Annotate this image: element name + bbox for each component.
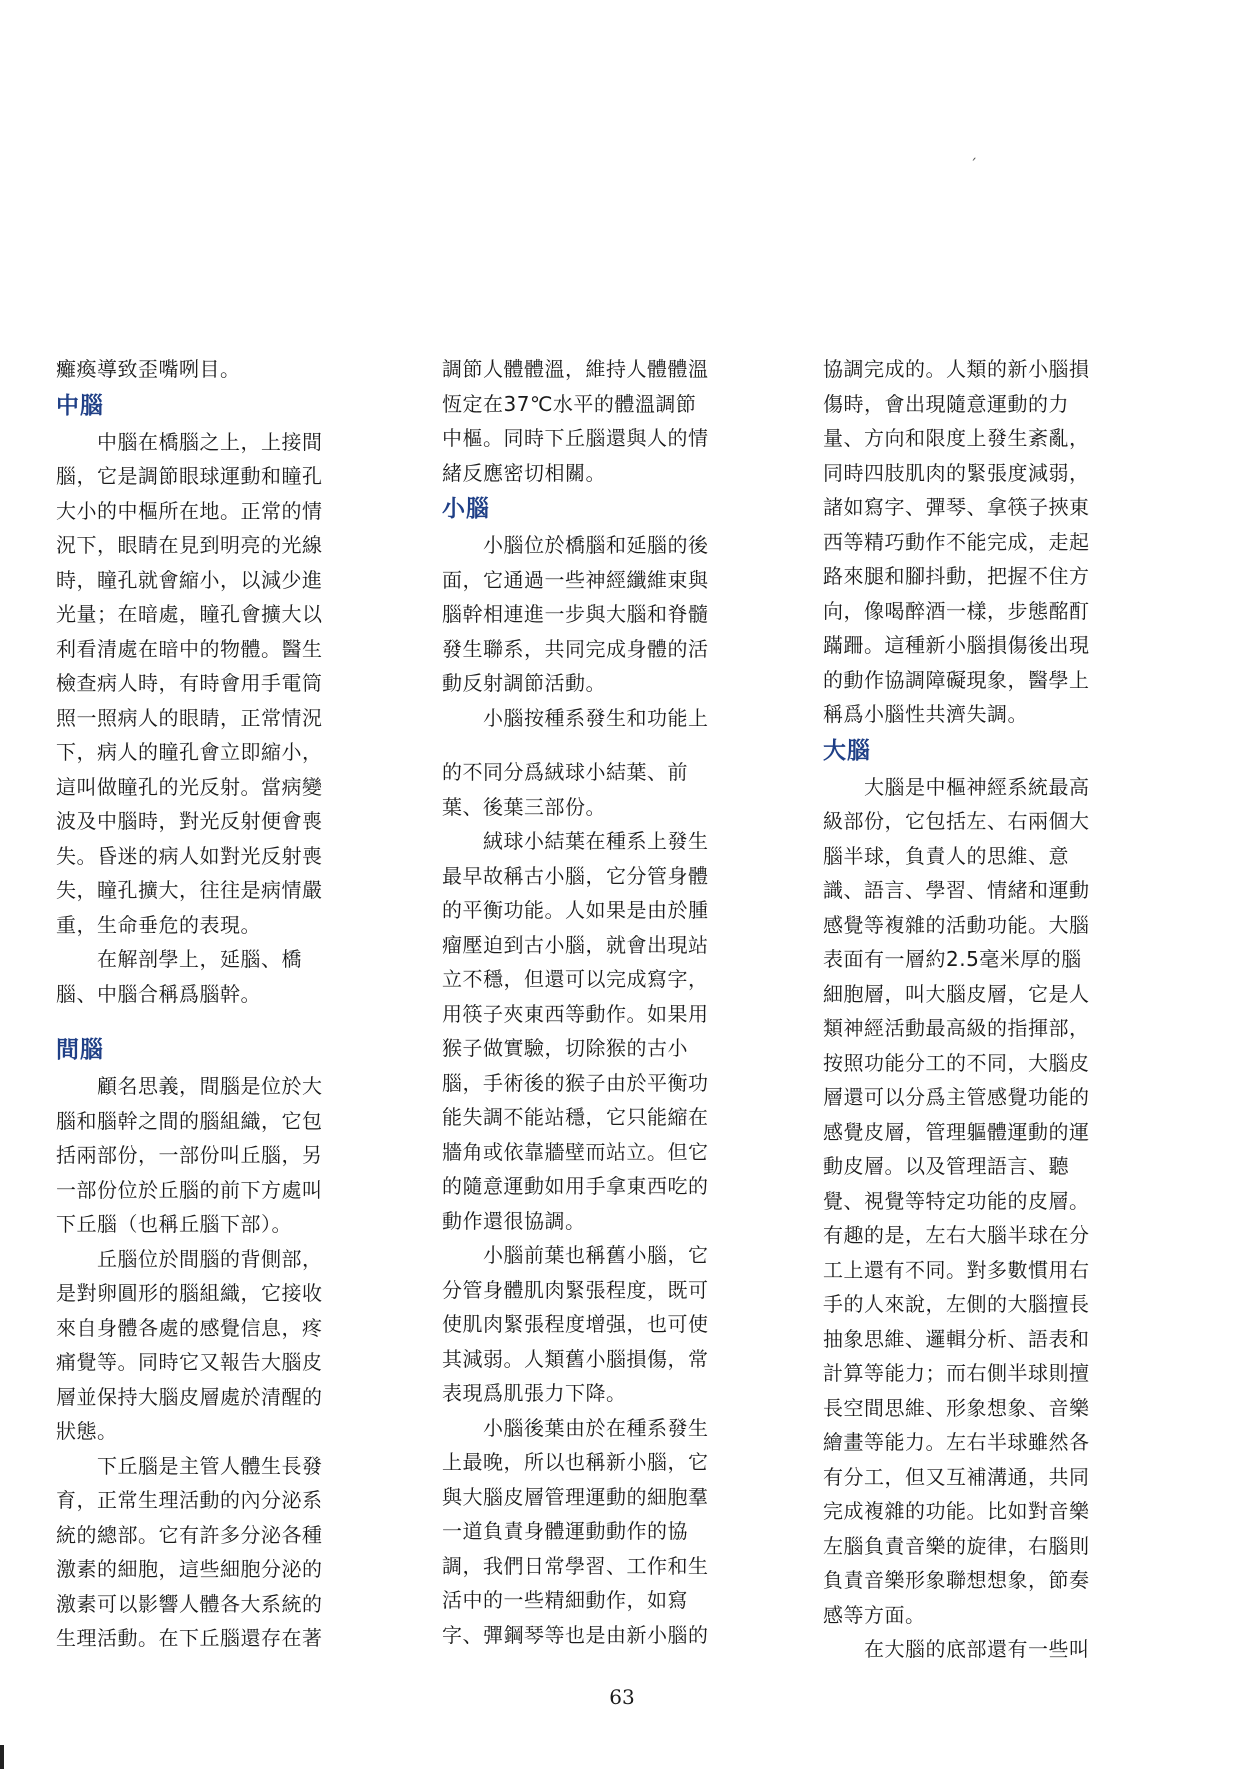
text-line: 腦和腦幹之間的腦組織，它包 <box>56 1108 323 1133</box>
text-line: 其減弱。人類舊小腦損傷，常 <box>442 1346 709 1371</box>
text-line: 顧名思義，間腦是位於大 <box>56 1074 323 1098</box>
text-line: 稱爲小腦性共濟失調。 <box>823 702 1028 726</box>
page-number: 63 <box>609 1685 635 1709</box>
text-line: 下丘腦（也稱丘腦下部）。 <box>56 1212 292 1236</box>
text-line: 的平衡功能。人如果是由於腫 <box>442 898 709 922</box>
text-line: 調節人體體溫，維持人體體溫 <box>442 357 709 381</box>
text-line: 繪畫等能力。左右半球雖然各 <box>823 1430 1090 1454</box>
text-line: 中樞。同時下丘腦還與人的情 <box>442 426 709 450</box>
text-line: 痛覺等。同時它又報告大腦皮 <box>56 1350 323 1374</box>
text-line: 層還可以分爲主管感覺功能的 <box>823 1085 1090 1109</box>
text-line: 計算等能力；而右側半球則擅 <box>823 1361 1090 1385</box>
text-line: 瘤壓迫到古小腦，就會出現站 <box>442 932 709 957</box>
text-line: 面，它通過一些神經纖維束與 <box>442 567 709 592</box>
text-line: 狀態。 <box>56 1419 118 1443</box>
text-line: 負責音樂形象聯想想象，節奏 <box>823 1568 1090 1592</box>
text-line: 下，病人的瞳孔會立即縮小， <box>56 740 323 764</box>
text-column-3 <box>823 352 1123 1667</box>
text-line: 小腦位於橋腦和延腦的後 <box>442 533 709 557</box>
text-line: 能失調不能站穩，它只能縮在 <box>442 1105 709 1129</box>
text-line: 激素可以影響人體各大系統的 <box>56 1591 323 1616</box>
text-line: 上最晚，所以也稱新小腦，它 <box>442 1450 709 1474</box>
text-line: 猴子做實驗，切除猴的古小 <box>442 1036 688 1060</box>
section-heading: 中腦 <box>56 392 104 419</box>
text-line: 用筷子夾東西等動作。如果用 <box>442 1001 709 1026</box>
section-heading: 大腦 <box>823 737 871 764</box>
text-line: 識、語言、學習、情緒和運動 <box>823 878 1090 902</box>
text-line: 表面有一層約2.5毫米厚的腦 <box>823 947 1082 971</box>
text-line: 括兩部份，一部份叫丘腦，另 <box>56 1143 323 1167</box>
text-line: 利看清處在暗中的物體。醫生 <box>56 636 323 661</box>
text-line: 動反射調節活動。 <box>442 671 606 695</box>
text-line: 失。昏迷的病人如對光反射喪 <box>56 843 323 868</box>
text-line: 完成複雜的功能。比如對音樂 <box>823 1499 1090 1523</box>
text-line: 路來腿和腳抖動，把握不住方 <box>823 564 1090 588</box>
text-line: 調，我們日常學習、工作和生 <box>442 1553 709 1578</box>
text-line: 分管身體肌肉緊張程度，既可 <box>442 1277 709 1302</box>
text-line: 激素的細胞，這些細胞分泌的 <box>56 1557 323 1581</box>
text-line: 葉、後葉三部份。 <box>442 794 606 819</box>
scan-edge-mark <box>0 1745 4 1769</box>
text-line: 生理活動。在下丘腦還存在著 <box>56 1626 323 1650</box>
text-line: 類神經活動最高級的指揮部， <box>823 1016 1090 1040</box>
text-line: 傷時，會出現隨意運動的力 <box>823 391 1069 416</box>
text-line: 字、彈鋼琴等也是由新小腦的 <box>442 1622 709 1647</box>
text-line: 一道負責身體運動動作的協 <box>442 1519 688 1543</box>
text-line: 與大腦皮層管理運動的細胞羣 <box>442 1484 709 1509</box>
text-line: 一部份位於丘腦的前下方處叫 <box>56 1177 323 1202</box>
text-line: 腦，手術後的猴子由於平衡功 <box>442 1070 709 1095</box>
text-line: 腦半球，負責人的思維、意 <box>823 843 1069 868</box>
text-line: 中腦在橋腦之上，上接間 <box>56 429 323 454</box>
text-line: 在大腦的底部還有一些叫 <box>823 1637 1090 1661</box>
text-line: 丘腦位於間腦的背側部， <box>56 1246 323 1271</box>
paragraph-gap <box>56 1011 356 1031</box>
paragraph-gap <box>442 735 742 755</box>
text-line: 光量；在暗處，瞳孔會擴大以 <box>56 602 323 626</box>
text-line: 小腦前葉也稱舊小腦，它 <box>442 1243 709 1267</box>
text-line: 的動作協調障礙現象，醫學上 <box>823 667 1090 692</box>
text-line: 來自身體各處的感覺信息，疼 <box>56 1315 323 1340</box>
text-line: 在解剖學上，延腦、橋 <box>56 947 302 971</box>
text-line: 牆角或依靠牆壁而站立。但它 <box>442 1139 709 1164</box>
text-line: 按照功能分工的不同，大腦皮 <box>823 1050 1090 1075</box>
text-line: 同時四肢肌肉的緊張度減弱， <box>823 460 1090 485</box>
text-line: 手的人來說，左側的大腦擅長 <box>823 1292 1090 1316</box>
text-line: 發生聯系，共同完成身體的活 <box>442 636 709 661</box>
text-line: 波及中腦時，對光反射便會喪 <box>56 809 323 833</box>
text-line: 西等精巧動作不能完成，走起 <box>823 529 1090 554</box>
text-line: 有趣的是，左右大腦半球在分 <box>823 1223 1090 1247</box>
text-line: 是對卵圓形的腦組織，它接收 <box>56 1281 323 1305</box>
text-line: 左腦負責音樂的旋律，右腦則 <box>823 1533 1090 1558</box>
scan-speck: ˏ <box>970 145 977 161</box>
text-line: 覺、視覺等特定功能的皮層。 <box>823 1188 1090 1213</box>
text-line: 使肌肉緊張程度增强，也可使 <box>442 1312 709 1336</box>
text-line: 工上還有不同。對多數慣用右 <box>823 1257 1090 1282</box>
text-line: 有分工，但又互補溝通，共同 <box>823 1464 1090 1489</box>
text-line: 絨球小結葉在種系上發生 <box>442 829 709 853</box>
text-line: 級部份，它包括左、右兩個大 <box>823 809 1090 833</box>
text-line: 抽象思維、邏輯分析、語表和 <box>823 1326 1090 1351</box>
text-column-1 <box>56 352 356 1656</box>
text-line: 量、方向和限度上發生紊亂， <box>823 426 1090 450</box>
text-line: 癱瘓導致歪嘴咧目。 <box>56 357 241 381</box>
text-line: 長空間思維、形象想象、音樂 <box>823 1395 1090 1420</box>
text-line: 重，生命垂危的表現。 <box>56 912 261 937</box>
text-line: 感覺等複雜的活動功能。大腦 <box>823 912 1090 937</box>
text-line: 最早故稱古小腦，它分管身體 <box>442 863 709 888</box>
text-line: 檢查病人時，有時會用手電筒 <box>56 671 323 695</box>
text-line: 腦、中腦合稱爲腦幹。 <box>56 981 261 1006</box>
text-line: 照一照病人的眼睛，正常情況 <box>56 705 323 730</box>
text-line: 況下，眼睛在見到明亮的光線 <box>56 533 323 557</box>
text-line: 立不穩，但還可以完成寫字， <box>442 967 709 991</box>
section-heading: 小腦 <box>442 496 490 522</box>
text-line: 腦幹相連進一步與大腦和脊髓 <box>442 602 709 626</box>
text-line: 大腦是中樞神經系統最高 <box>823 774 1090 799</box>
text-line: 失，瞳孔擴大，往往是病情嚴 <box>56 878 323 902</box>
text-line: 大小的中樞所在地。正常的情 <box>56 498 323 523</box>
text-line: 這叫做瞳孔的光反射。當病變 <box>56 774 323 799</box>
text-line: 的不同分爲絨球小結葉、前 <box>442 760 688 784</box>
text-line: 統的總部。它有許多分泌各種 <box>56 1522 323 1547</box>
text-line: 育，正常生理活動的內分泌系 <box>56 1488 323 1512</box>
text-line: 動作還很協調。 <box>442 1208 586 1233</box>
section-heading: 間腦 <box>56 1037 104 1063</box>
text-line: 活中的一些精細動作，如寫 <box>442 1588 688 1612</box>
text-line: 蹣跚。這種新小腦損傷後出現 <box>823 633 1090 657</box>
text-column-2 <box>442 352 742 1652</box>
text-line: 層並保持大腦皮層處於清醒的 <box>56 1384 323 1409</box>
text-line: 感覺皮層，管理軀體運動的運 <box>823 1119 1090 1144</box>
text-line: 協調完成的。人類的新小腦損 <box>823 357 1090 381</box>
text-line: 表現爲肌張力下降。 <box>442 1381 627 1405</box>
text-line: 諸如寫字、彈琴、拿筷子挾東 <box>823 495 1090 519</box>
text-line: 下丘腦是主管人體生長發 <box>56 1453 323 1478</box>
text-line: 腦，它是調節眼球運動和瞳孔 <box>56 464 323 488</box>
text-line: 向，像喝醉酒一樣，步態酩酊 <box>823 598 1090 623</box>
text-line: 感等方面。 <box>823 1602 926 1627</box>
text-line: 的隨意運動如用手拿東西吃的 <box>442 1174 709 1198</box>
text-line: 小腦後葉由於在種系發生 <box>442 1415 709 1440</box>
text-line: 細胞層，叫大腦皮層，它是人 <box>823 981 1090 1006</box>
text-line: 動皮層。以及管理語言、聽 <box>823 1154 1069 1178</box>
text-line: 恆定在37℃水平的體溫調節 <box>442 391 697 416</box>
text-line: 小腦按種系發生和功能上 <box>442 705 709 730</box>
text-line: 時，瞳孔就會縮小，以減少進 <box>56 567 323 592</box>
text-line: 緒反應密切相關。 <box>442 460 606 485</box>
